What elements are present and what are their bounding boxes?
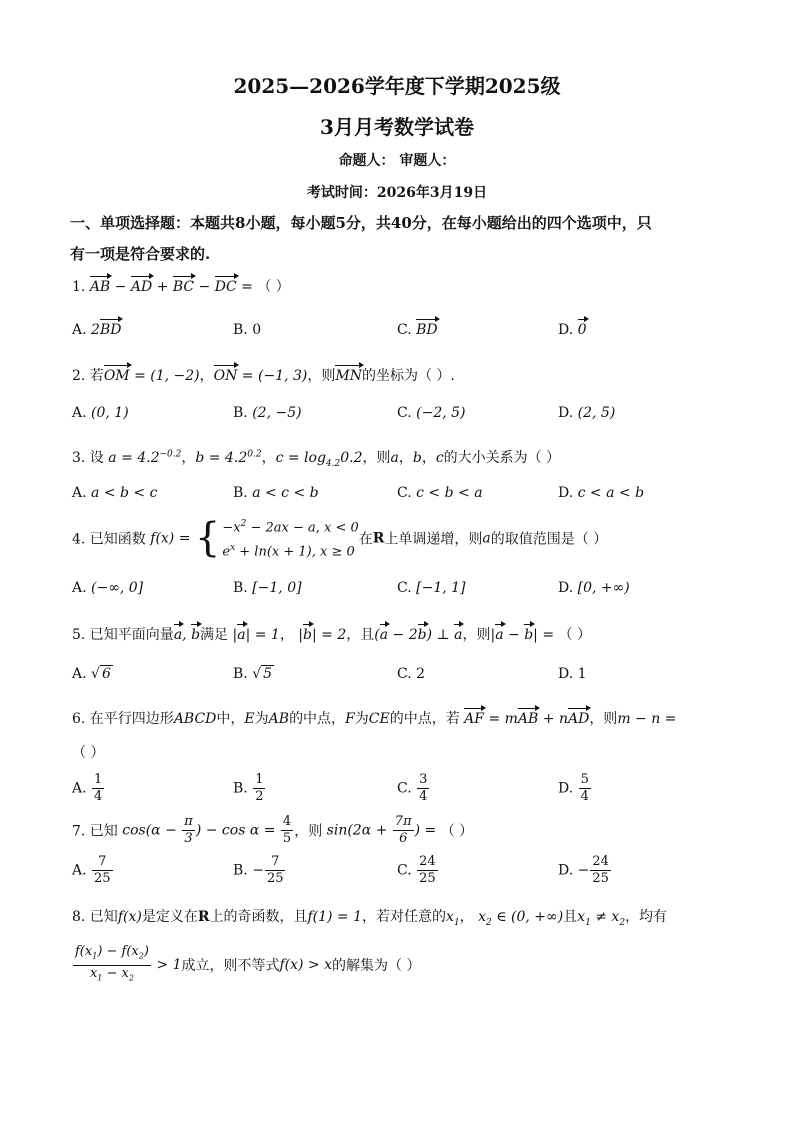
q7-option-d[interactable]: D. − $\frac{24}{25}$ [558,854,609,886]
exam-title-line2: 3月月考数学试卷 [320,115,474,139]
q7-option-c[interactable]: C. $\frac{24}{25}$ [397,854,436,886]
q4-option-a[interactable]: A. (−∞, 0] [72,580,144,596]
q6-option-c[interactable]: C. $\frac{3}{4}$ [397,772,428,804]
question-5: 5. 已知平面向量a, b满足 |a| = 1， |b| = 2，且(a − 2b) ⊥ a，则|a − b| = （ ） [72,627,591,643]
q4-option-d[interactable]: D. [0, +∞) [558,580,630,596]
q5-option-d[interactable]: D. 1 [558,666,587,682]
q6-option-d[interactable]: D. $\frac{5}{4}$ [558,772,589,804]
question-6-paren: （ ） [72,745,105,761]
q6-option-a[interactable]: A. $\frac{1}{4}$ [72,772,103,804]
section-heading-line2: 有一项是符合要求的. [70,245,211,263]
q7-option-b[interactable]: B. − $\frac{7}{25}$ [233,854,284,886]
q3-option-c[interactable]: C. c < b < a [397,485,483,501]
q3-option-a[interactable]: A. a < b < c [72,485,158,501]
q2-option-d[interactable]: D. (2, 5) [558,405,616,421]
q2-option-c[interactable]: C. (−2, 5) [397,405,466,421]
question-3: 3. 设 $a = 4.2^{-0.2}$，$b = 4.2^{0.2}$，$c = \log_{4.2}0.2$，则a，b，c的大小关系为（ ） [72,449,561,469]
question-8-line2: $\frac{f(x_1) - f(x_2)}{x_1 - x_2}$ > 1成立，则不等式f(x) > x的解集为（ ） [75,944,421,983]
q2-option-b[interactable]: B. (2, −5) [233,405,302,421]
q6-option-b[interactable]: B. $\frac{1}{2}$ [233,772,264,804]
exam-title-line1: 2025—2026学年度下学期2025级 [233,74,561,98]
question-expression: AB − AD + BC − DC = [89,279,258,295]
question-7: 7. 已知 cos(α − $\frac{\pi}{3}$ ) − cos α = $\frac{4}{5}$ ，则 sin(2α + $\frac{7\pi}{6}$ ) = （ ） [72,814,474,846]
question-number: 1. [72,279,86,295]
q1-option-c[interactable]: C. BD [397,322,438,338]
q3-option-b[interactable]: B. a < c < b [233,485,319,501]
q5-option-a[interactable]: A. √ 6 [72,666,111,682]
q7-option-a[interactable]: A. $\frac{7}{25}$ [72,854,111,886]
question-8: 8. 已知f(x)是定义在R上的奇函数，且f(1) = 1，若对任意的$x_1$， $x_2$ ∈ (0, +∞)且$x_1 \ne x_2$，均有 [72,909,668,928]
question-2: 2. 若OM = (1, −2)，ON = (−1, 3)，则MN的坐标为（ ）. [72,368,455,384]
q4-option-b[interactable]: B. [−1, 0] [233,580,302,596]
question-4: 4. 已知函数 f(x) = { $-x^2 - 2ax - a$, x < 0 $e^x + \ln(x + 1)$, x ≥ 0 在R上单调递增，则a的取值范围是（ ） [72,515,608,562]
section-heading-line1: 一、单项选择题：本题共8小题，每小题5分，共40分，在每小题给出的四个选项中，只 [70,214,652,232]
q5-option-b[interactable]: B. √ 5 [233,666,273,682]
exam-time: 考试时间：2026年3月19日 [306,185,488,201]
q3-option-d[interactable]: D. c < a < b [558,485,645,501]
answer-paren: （ ） [257,279,290,295]
q5-option-c[interactable]: C. 2 [397,666,426,682]
exam-authors: 命题人： 审题人： [338,153,456,169]
q1-option-b[interactable]: B. 0 [233,322,262,338]
question-6: 6. 在平行四边形ABCD中，E为AB的中点，F为CE的中点，若 AF = mAB + nAD，则m − n = [72,711,677,727]
q1-option-a[interactable]: A. 2BD [72,322,122,338]
q1-option-d[interactable]: D. 0 [558,322,587,338]
q2-option-a[interactable]: A. (0, 1) [72,405,129,421]
q4-option-c[interactable]: C. [−1, 1] [397,580,466,596]
question-1 [72,276,290,296]
